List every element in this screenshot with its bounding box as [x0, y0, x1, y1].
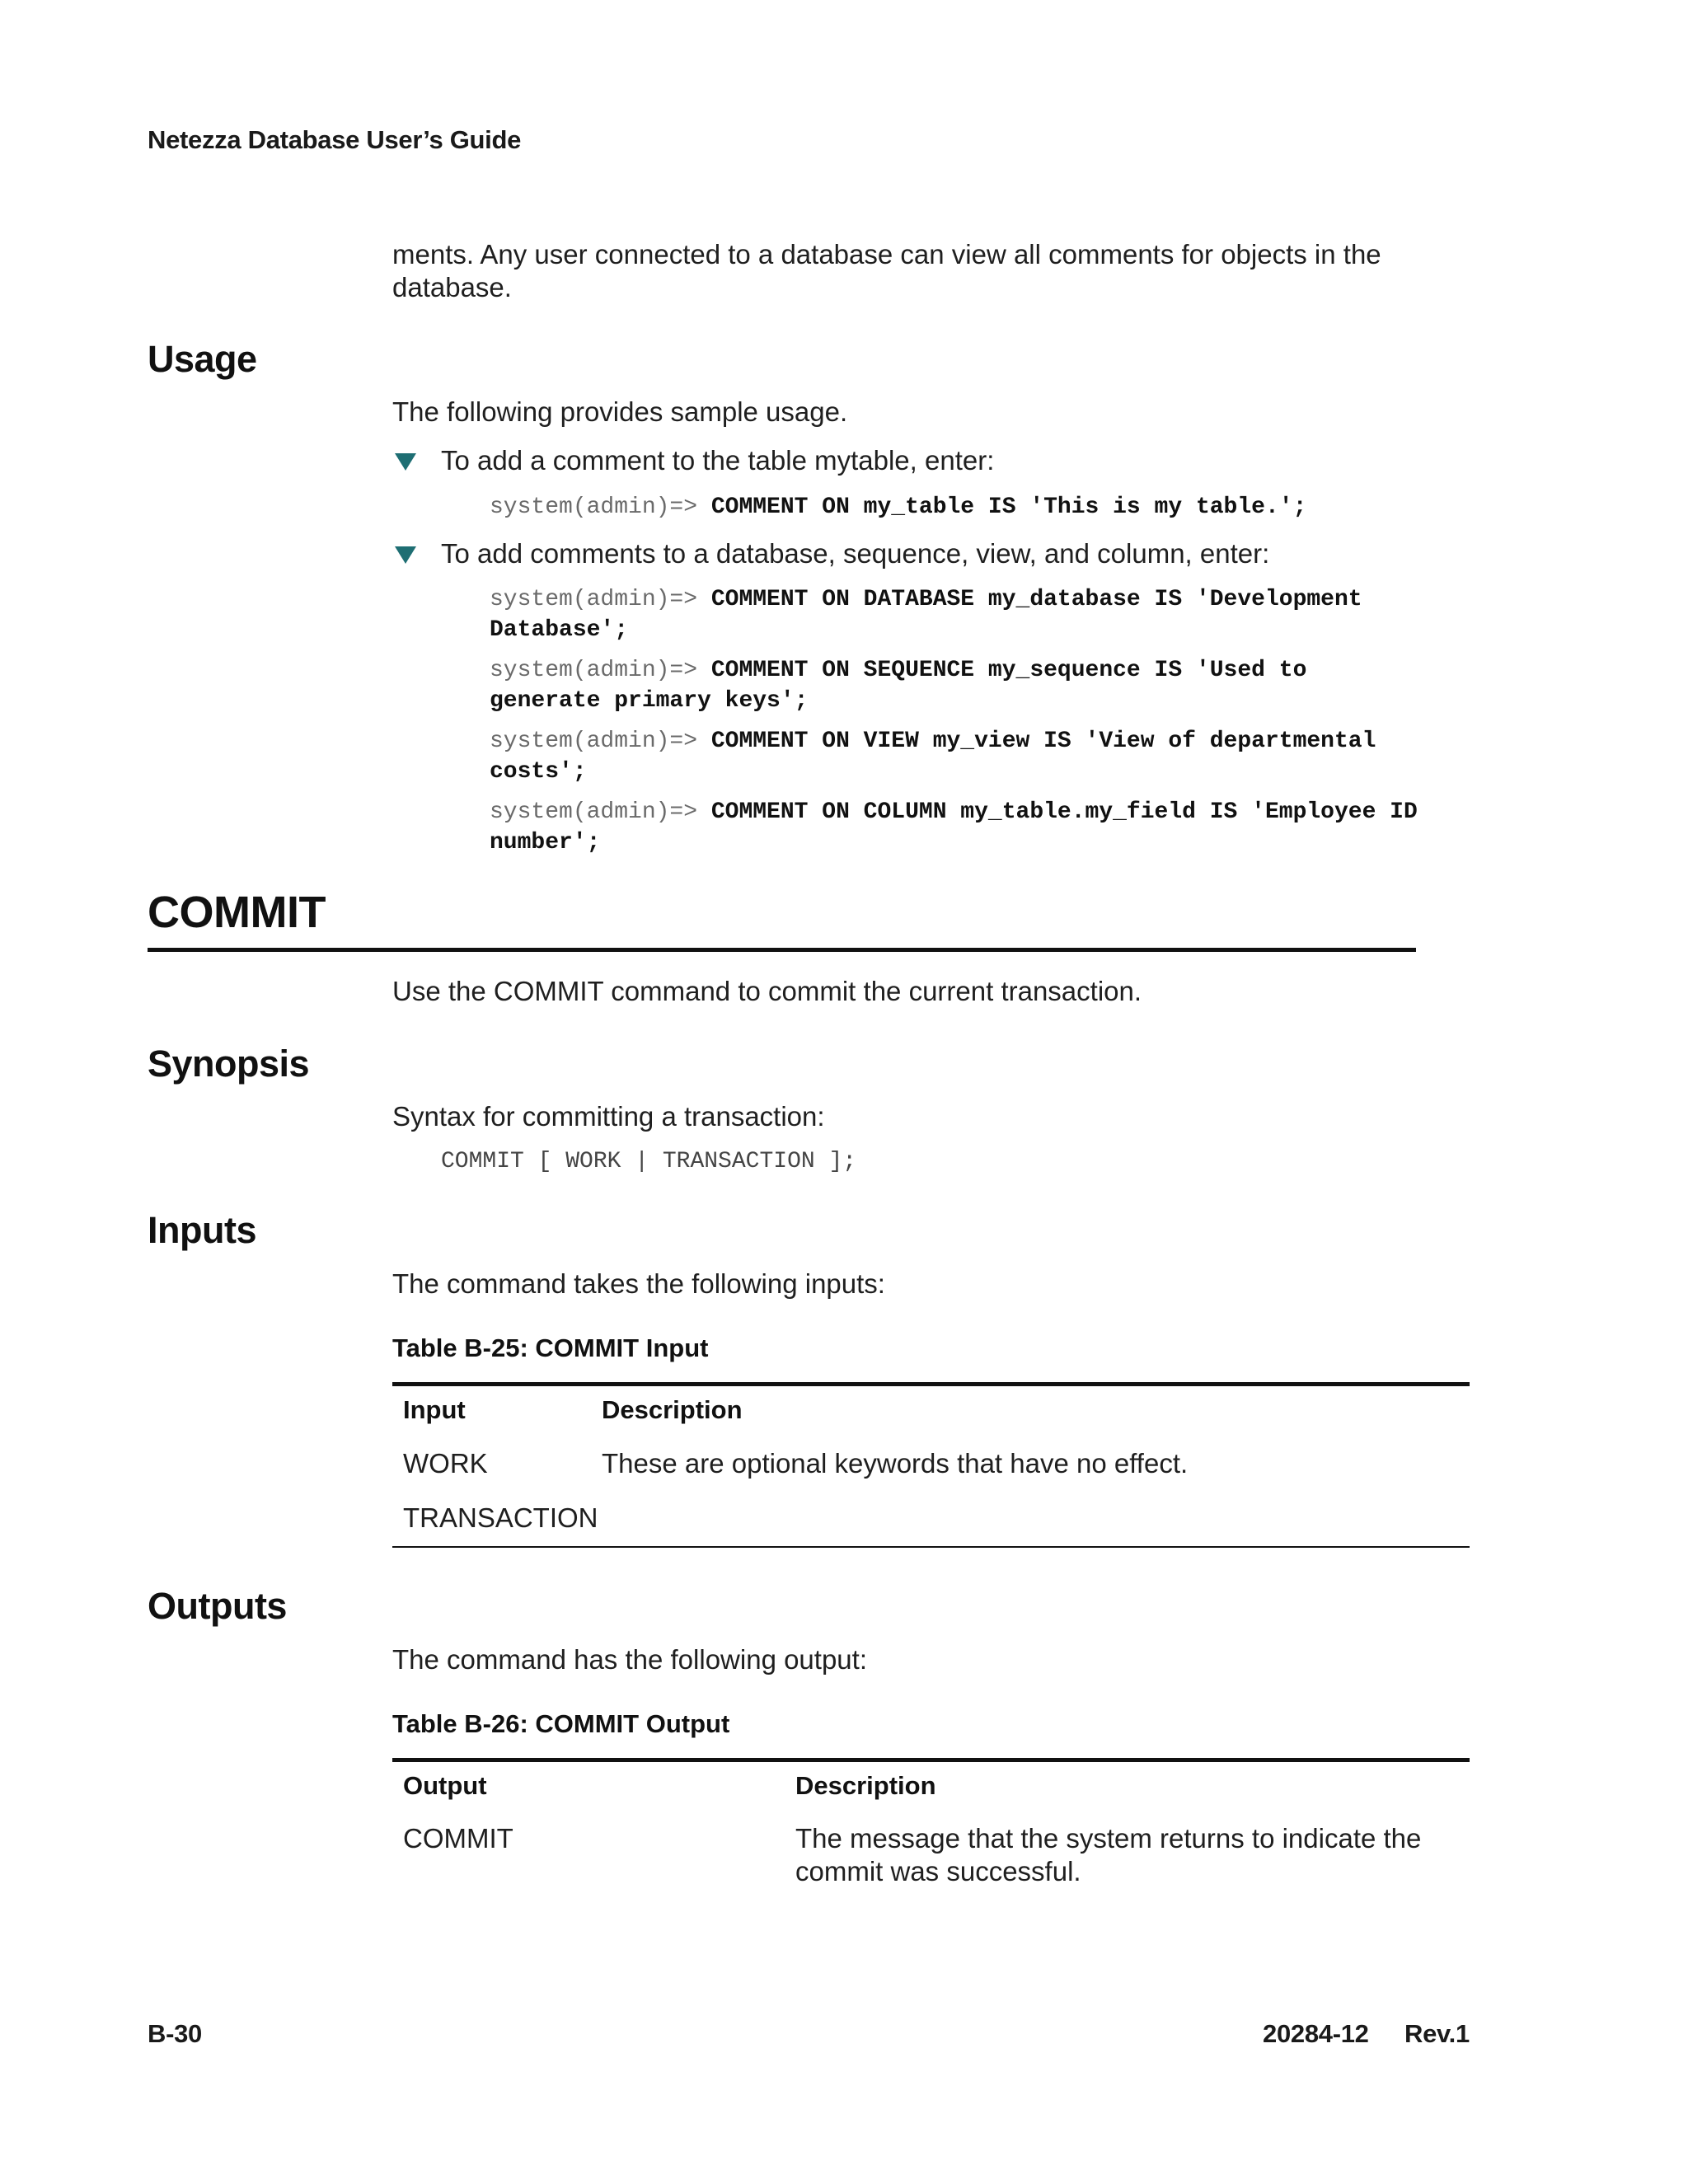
outputs-col-description: Description [795, 1771, 936, 1800]
commit-description: Use the COMMIT command to commit the current transaction. [392, 976, 1142, 1006]
footer-revision: Rev.1 [1404, 2019, 1470, 2048]
table-top-rule [392, 1758, 1470, 1762]
table-cell: The message that the system returns to indicate the [795, 1823, 1422, 1854]
footer-doc-number: 20284-12 [1263, 2019, 1369, 2048]
outputs-lead: The command has the following output: [392, 1644, 868, 1675]
inputs-lead: The command takes the following inputs: [392, 1268, 885, 1299]
table-cell: TRANSACTION [403, 1502, 598, 1533]
outputs-col-output: Output [403, 1771, 487, 1800]
commit-heading: COMMIT [148, 888, 326, 937]
code-example-3: system(admin)=> COMMENT ON SEQUENCE my_sequence IS 'Used to generate primary keys'; [490, 658, 1307, 714]
usage-heading: Usage [148, 338, 257, 380]
bullet-triangle-icon [395, 453, 416, 471]
inputs-col-input: Input [403, 1395, 466, 1424]
table-bottom-rule [392, 1546, 1470, 1548]
synopsis-code: COMMIT [ WORK | TRANSACTION ]; [441, 1149, 857, 1174]
footer-page-number: B-30 [148, 2019, 202, 2048]
code-example-5: system(admin)=> COMMENT ON COLUMN my_table.my_field IS 'Employee ID number'; [490, 799, 1418, 855]
section-rule [148, 948, 1416, 952]
bullet-triangle-icon [395, 546, 416, 564]
table-cell: These are optional keywords that have no effect. [602, 1448, 1189, 1479]
outputs-table-caption: Table B-26: COMMIT Output [392, 1709, 730, 1738]
code-example-4: system(admin)=> COMMENT ON VIEW my_view IS 'View of departmental costs'; [490, 729, 1376, 785]
inputs-col-description: Description [602, 1395, 743, 1424]
table-cell: COMMIT [403, 1823, 513, 1854]
table-top-rule [392, 1382, 1470, 1386]
intro-line-1: ments. Any user connected to a database can view all comments for objects in the [392, 239, 1381, 269]
outputs-heading: Outputs [148, 1585, 287, 1627]
synopsis-lead: Syntax for committing a transaction: [392, 1101, 825, 1132]
intro-line-2: database. [392, 272, 512, 302]
usage-bullet-1: To add a comment to the table mytable, enter: [441, 445, 995, 476]
table-cell: WORK [403, 1448, 488, 1479]
usage-lead: The following provides sample usage. [392, 396, 848, 427]
inputs-heading: Inputs [148, 1209, 256, 1251]
synopsis-heading: Synopsis [148, 1043, 310, 1085]
usage-bullet-2: To add comments to a database, sequence, view, and column, enter: [441, 538, 1270, 569]
inputs-table-caption: Table B-25: COMMIT Input [392, 1333, 709, 1362]
running-header: Netezza Database User’s Guide [148, 125, 522, 154]
code-example-1: system(admin)=> COMMENT ON my_table IS 'This is my table.'; [490, 494, 1307, 520]
table-cell: commit was successful. [795, 1856, 1081, 1886]
code-example-2: system(admin)=> COMMENT ON DATABASE my_database IS 'Development Database'; [490, 587, 1362, 643]
